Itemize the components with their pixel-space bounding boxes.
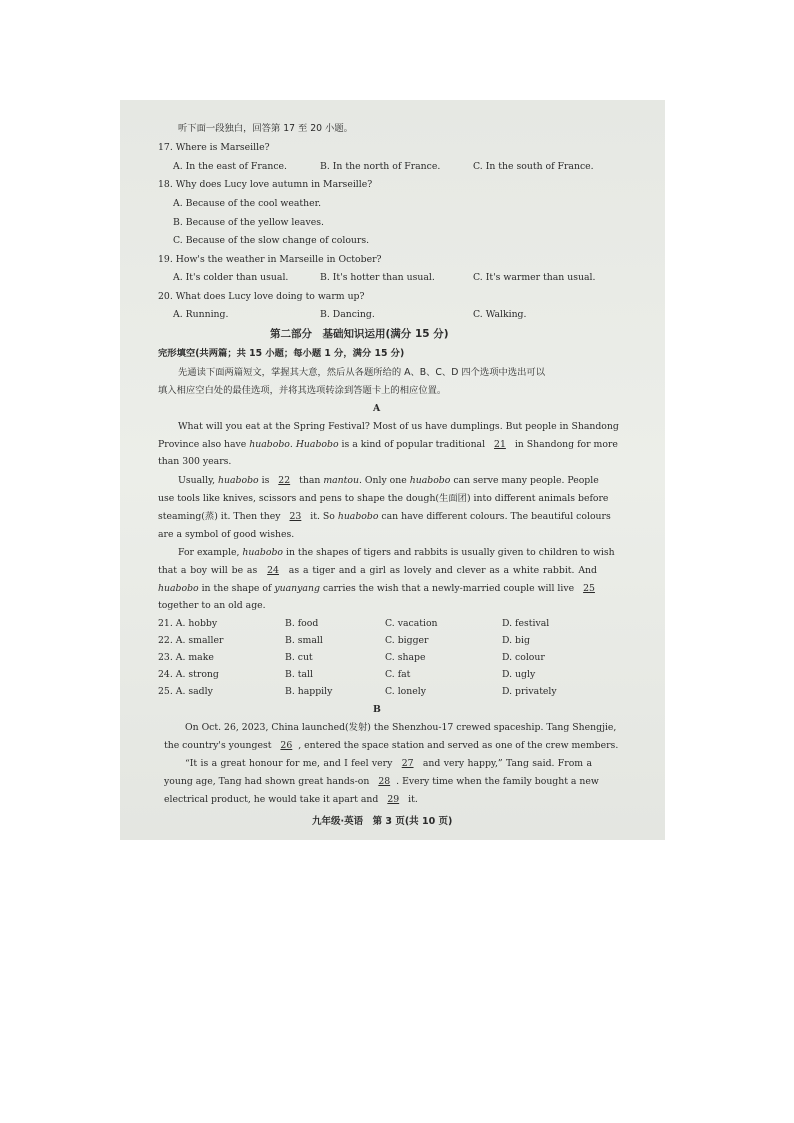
q20-option-a: A. Running. bbox=[173, 309, 229, 320]
option-24-a: 24. A. strong bbox=[158, 669, 219, 680]
option-21-c: C. vacation bbox=[385, 618, 438, 629]
passage-b-line: “It is a great honour for me, and I feel very 27 and very happy,” Tang said. From a bbox=[185, 758, 592, 769]
blank-27: 27 bbox=[401, 758, 414, 769]
blank-25: 25 bbox=[583, 583, 595, 594]
q20-option-c: C. Walking. bbox=[473, 309, 527, 320]
blank-26: 26 bbox=[280, 740, 293, 751]
option-23-c: C. shape bbox=[385, 652, 426, 663]
option-24-c: C. fat bbox=[385, 669, 411, 680]
option-22-c: C. bigger bbox=[385, 635, 429, 646]
option-22-d: D. big bbox=[502, 635, 530, 646]
q19-option-a: A. It's colder than usual. bbox=[173, 272, 289, 283]
passage-b-line: On Oct. 26, 2023, China launched(发射) the Shenzhou-17 crewed spaceship. Tang Shengjie, bbox=[185, 722, 617, 733]
cloze-instruction-line-1: 先通读下面两篇短文，掌握其大意，然后从各题所给的 A、B、C、D 四个选项中选出可以 bbox=[178, 367, 545, 378]
cloze-section-title: 完形填空(共两篇；共 15 小题；每小题 1 分，满分 15 分) bbox=[158, 348, 405, 359]
listening-instruction: 听下面一段独白，回答第 17 至 20 小题。 bbox=[178, 123, 353, 134]
option-25-d: D. privately bbox=[502, 686, 557, 697]
option-25-a: 25. A. sadly bbox=[158, 686, 213, 697]
q18-option-c: C. Because of the slow change of colours. bbox=[173, 235, 370, 246]
passage-a-line: Province also have huabobo. Huabobo is a kind of popular traditional 21 in Shandong for more bbox=[158, 439, 618, 450]
page-footer: 九年级·英语 第 3 页(共 10 页) bbox=[312, 816, 453, 827]
option-25-c: C. lonely bbox=[385, 686, 426, 697]
question-17: 17. Where is Marseille? bbox=[158, 142, 270, 153]
option-22-b: B. small bbox=[285, 635, 323, 646]
passage-a-line: Usually, huabobo is 22 than mantou. Only one huabobo can serve many people. People bbox=[178, 475, 599, 486]
option-23-d: D. colour bbox=[502, 652, 545, 663]
q18-option-b: B. Because of the yellow leaves. bbox=[173, 217, 324, 228]
scanned-exam-page bbox=[120, 100, 665, 840]
passage-a-line: that a boy will be as 24 as a tiger and a girl as lovely and clever as a white rabbit. And bbox=[158, 565, 597, 576]
question-20: 20. What does Lucy love doing to warm up? bbox=[158, 291, 365, 302]
passage-a-label: A bbox=[373, 403, 381, 414]
passage-b-line: young age, Tang had shown great hands-on 28 . Every time when the family bought a new bbox=[164, 776, 599, 787]
option-24-d: D. ugly bbox=[502, 669, 536, 680]
q20-option-b: B. Dancing. bbox=[320, 309, 375, 320]
question-18: 18. Why does Lucy love autumn in Marseille? bbox=[158, 179, 373, 190]
option-21-d: D. festival bbox=[502, 618, 550, 629]
option-23-a: 23. A. make bbox=[158, 652, 214, 663]
blank-28: 28 bbox=[378, 776, 391, 787]
passage-a-line: use tools like knives, scissors and pens to shape the dough(生面团) into different animals before bbox=[158, 493, 609, 504]
blank-23: 23 bbox=[289, 511, 302, 522]
passage-a-line: What will you eat at the Spring Festival? Most of us have dumplings. But people in Shandong bbox=[178, 421, 619, 432]
question-19: 19. How's the weather in Marseille in October? bbox=[158, 254, 382, 265]
option-22-a: 22. A. smaller bbox=[158, 635, 224, 646]
q17-option-c: C. In the south of France. bbox=[473, 161, 594, 172]
passage-a-line: than 300 years. bbox=[158, 456, 232, 467]
option-24-b: B. tall bbox=[285, 669, 313, 680]
q17-option-a: A. In the east of France. bbox=[173, 161, 288, 172]
option-23-b: B. cut bbox=[285, 652, 313, 663]
passage-a-line: are a symbol of good wishes. bbox=[158, 529, 295, 540]
part2-heading: 第二部分 基础知识运用(满分 15 分) bbox=[270, 328, 449, 340]
passage-a-line: together to an old age. bbox=[158, 600, 266, 611]
passage-a-line: For example, huabobo in the shapes of tigers and rabbits is usually given to children to wish bbox=[178, 547, 615, 558]
passage-a-line: huabobo in the shape of yuanyang carries the wish that a newly-married couple will live 25 bbox=[158, 583, 601, 595]
cloze-instruction-line-2: 填入相应空白处的最佳选项，并将其选项转涂到答题卡上的相应位置。 bbox=[158, 385, 447, 396]
option-21-a: 21. A. hobby bbox=[158, 618, 218, 629]
passage-b-line: electrical product, he would take it apart and 29 it. bbox=[164, 794, 418, 805]
blank-24: 24 bbox=[267, 565, 279, 576]
passage-a-line: steaming(蒸) it. Then they 23 it. So huabobo can have different colours. The beautiful colours bbox=[158, 511, 611, 522]
blank-22: 22 bbox=[278, 475, 291, 486]
q19-option-c: C. It's warmer than usual. bbox=[473, 272, 596, 283]
blank-21: 21 bbox=[494, 439, 506, 450]
passage-b-label: B bbox=[373, 704, 381, 715]
q19-option-b: B. It's hotter than usual. bbox=[320, 272, 435, 283]
q18-option-a: A. Because of the cool weather. bbox=[173, 198, 322, 209]
q17-option-b: B. In the north of France. bbox=[320, 161, 441, 172]
option-21-b: B. food bbox=[285, 618, 319, 629]
option-25-b: B. happily bbox=[285, 686, 333, 697]
passage-b-line: the country's youngest 26 , entered the space station and served as one of the crew members. bbox=[164, 740, 619, 751]
blank-29: 29 bbox=[387, 794, 400, 805]
